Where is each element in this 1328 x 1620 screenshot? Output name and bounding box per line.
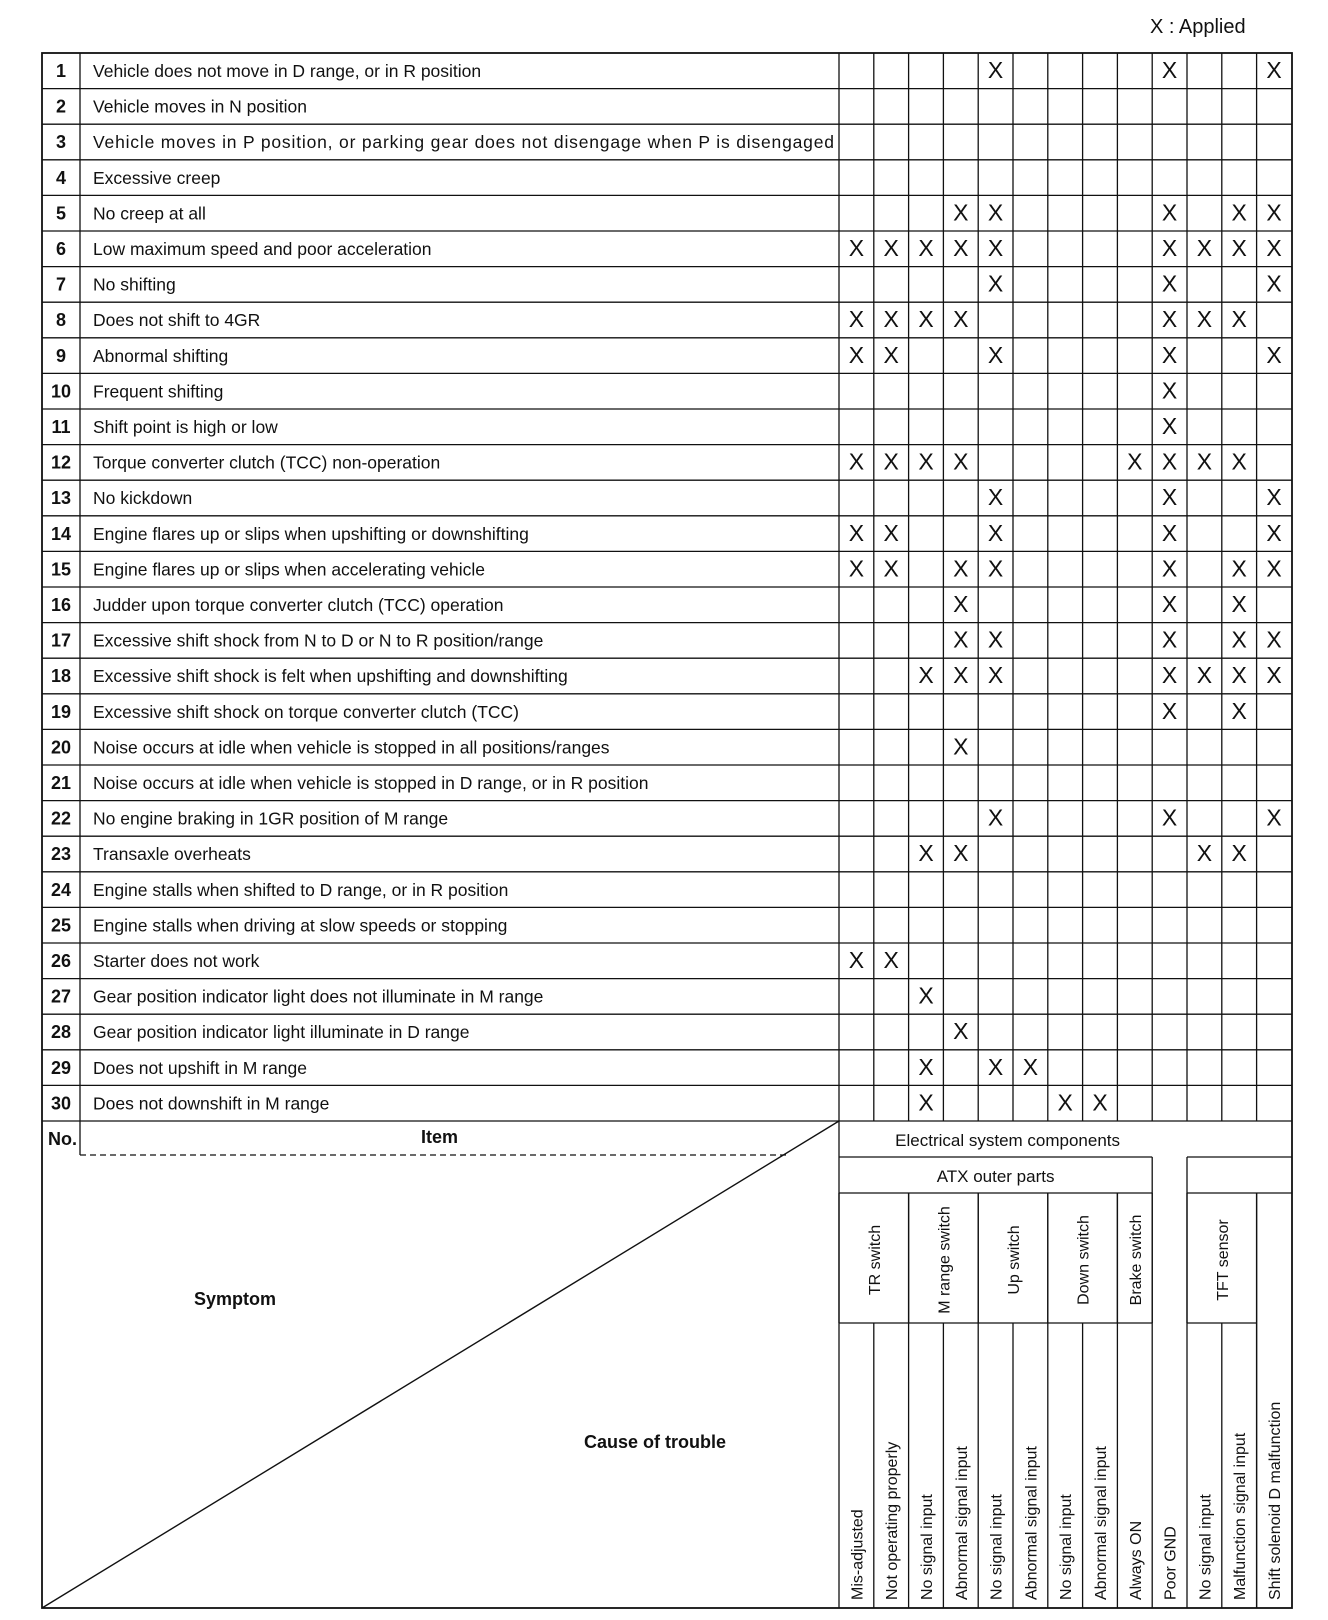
applied-mark: X <box>1231 840 1247 867</box>
applied-mark: X <box>1196 306 1213 333</box>
applied-mark: X <box>918 840 934 867</box>
applied-mark: X <box>953 555 969 582</box>
applied-mark: X <box>1161 57 1178 83</box>
applied-mark: X <box>1092 1089 1108 1116</box>
applied-mark: X <box>987 626 1004 653</box>
row-symptom: Excessive shift shock on torque converter clutch (TCC) <box>93 701 519 722</box>
applied-mark: X <box>1231 235 1247 261</box>
applied-mark: X <box>1266 235 1282 261</box>
row-number: 12 <box>50 452 72 473</box>
applied-mark: X <box>953 1018 969 1045</box>
symptom-label: Symptom <box>193 1289 277 1309</box>
applied-mark: X <box>987 662 1004 689</box>
applied-mark: X <box>1231 626 1247 653</box>
row-symptom: Vehicle moves in N position <box>93 96 307 117</box>
component-label: Up switch <box>1006 1225 1023 1295</box>
applied-mark: X <box>1161 199 1178 226</box>
row-symptom: Abnormal shifting <box>93 345 229 366</box>
applied-mark: X <box>1057 1089 1073 1116</box>
row-symptom: Does not upshift in M range <box>93 1057 308 1078</box>
row-number: 18 <box>50 666 72 687</box>
applied-mark: X <box>1266 662 1282 689</box>
applied-mark: X <box>918 235 934 261</box>
applied-mark: X <box>1161 235 1178 261</box>
applied-mark: X <box>883 555 899 582</box>
cause-label-vertical: Poor GND <box>1162 1526 1180 1600</box>
row-number: 29 <box>50 1057 72 1078</box>
applied-mark: X <box>883 235 899 261</box>
row-symptom: Excessive shift shock from N to D or N to R position/range <box>93 630 544 651</box>
applied-mark: X <box>1161 270 1178 297</box>
applied-mark: X <box>1266 57 1282 83</box>
cause-label-vertical: Always ON <box>1127 1520 1145 1600</box>
applied-mark: X <box>848 341 865 368</box>
row-number: 26 <box>50 951 72 971</box>
applied-mark: X <box>1196 840 1213 867</box>
applied-mark: X <box>953 733 969 760</box>
applied-mark: X <box>848 555 865 582</box>
applied-mark: X <box>848 519 865 546</box>
applied-mark: X <box>1161 697 1178 724</box>
applied-mark: X <box>883 448 899 475</box>
row-number: 1 <box>55 61 67 81</box>
applied-mark: X <box>987 484 1004 511</box>
applied-mark: X <box>953 199 969 226</box>
row-number: 7 <box>55 274 67 295</box>
applied-mark: X <box>848 947 865 973</box>
applied-mark: X <box>1266 555 1282 582</box>
applied-mark: X <box>1266 484 1282 511</box>
applied-mark: X <box>987 341 1004 368</box>
component-label: Down switch <box>1075 1215 1093 1305</box>
cause-label-vertical: Abnormal signal input <box>1093 1446 1110 1600</box>
applied-mark: X <box>1266 341 1282 368</box>
row-number: 5 <box>55 203 67 224</box>
row-number: 8 <box>55 310 67 331</box>
diagonal-divider <box>42 1121 839 1608</box>
applied-mark: X <box>883 341 899 368</box>
cause-label-vertical: Abnormal signal input <box>1023 1446 1041 1600</box>
applied-mark: X <box>987 519 1004 546</box>
applied-mark: X <box>1161 662 1178 689</box>
applied-mark: X <box>1231 555 1247 582</box>
electrical-group-label: Electrical system components <box>895 1131 1121 1150</box>
row-symptom: No kickdown <box>93 488 193 509</box>
applied-mark: X <box>848 306 865 333</box>
applied-mark: X <box>953 448 969 475</box>
component-label: TR switch <box>866 1224 884 1296</box>
applied-mark: X <box>953 626 969 653</box>
row-symptom: Starter does not work <box>93 951 260 971</box>
applied-mark: X <box>1161 484 1178 511</box>
row-number: 17 <box>50 630 72 651</box>
applied-mark: X <box>1161 448 1178 475</box>
applied-mark: X <box>1231 591 1247 617</box>
applied-mark: X <box>918 662 934 689</box>
applied-mark: X <box>883 306 899 333</box>
applied-mark: X <box>883 519 899 546</box>
row-number: 9 <box>55 345 67 366</box>
applied-mark: X <box>953 662 969 689</box>
row-symptom: Engine flares up or slips when accelerating vehicle <box>93 559 486 580</box>
applied-mark: X <box>1161 555 1178 582</box>
applied-mark: X <box>1266 804 1282 831</box>
applied-mark: X <box>848 448 865 475</box>
applied-mark: X <box>1161 413 1178 439</box>
cause-label-vertical: No signal input <box>988 1494 1006 1600</box>
applied-mark: X <box>1266 519 1282 546</box>
row-symptom: Excessive shift shock is felt when upshifting and downshifting <box>93 666 568 687</box>
applied-mark: X <box>1231 448 1247 475</box>
cause-label-vertical: No signal input <box>1197 1494 1215 1600</box>
applied-mark: X <box>987 57 1004 83</box>
row-symptom: Engine stalls when shifted to D range, or in R position <box>93 879 509 900</box>
row-symptom: Vehicle moves in P position, or parking gear does not disengage when P is disengaged <box>93 132 835 153</box>
row-symptom: Noise occurs at idle when vehicle is stopped in D range, or in R position <box>93 773 649 793</box>
applied-mark: X <box>953 591 969 617</box>
atx-group-label: ATX outer parts <box>936 1167 1055 1186</box>
cause-label-vertical: Shift solenoid D malfunction <box>1267 1401 1284 1600</box>
row-symptom: Gear position indicator light does not illuminate in M range <box>93 986 544 1007</box>
applied-mark: X <box>1266 626 1282 653</box>
row-number: 16 <box>50 595 72 615</box>
row-symptom: Gear position indicator light illuminate in D range <box>93 1022 470 1043</box>
row-symptom: Transaxle overheats <box>93 844 251 865</box>
row-symptom: Shift point is high or low <box>93 417 278 437</box>
applied-mark: X <box>1266 199 1282 226</box>
row-number: 30 <box>50 1093 72 1114</box>
cause-label-vertical: Abnormal signal input <box>953 1446 971 1600</box>
cause-label-vertical: Not operating properly <box>884 1441 902 1600</box>
cause-label-vertical: No signal input <box>919 1494 936 1600</box>
applied-mark: X <box>1196 235 1213 261</box>
applied-mark: X <box>1161 341 1178 368</box>
row-symptom: No engine braking in 1GR position of M range <box>93 808 449 829</box>
row-number: 24 <box>50 879 72 900</box>
applied-mark: X <box>1231 199 1247 226</box>
row-number: 2 <box>55 96 67 117</box>
applied-mark: X <box>987 804 1004 831</box>
applied-mark: X <box>1161 591 1178 617</box>
row-number: 15 <box>50 559 72 580</box>
cause-label-vertical: Malfunction signal input <box>1232 1432 1250 1600</box>
applied-mark: X <box>953 840 969 867</box>
row-symptom: Engine flares up or slips when upshifting or downshifting <box>93 523 529 544</box>
cause-label-vertical: Mis-adjusted <box>849 1509 867 1600</box>
applied-mark: X <box>848 235 865 261</box>
table-frame <box>42 53 1292 1608</box>
component-label: M range switch <box>936 1206 954 1314</box>
row-symptom: Vehicle does not move in D range, or in R position <box>93 61 482 81</box>
row-symptom: No creep at all <box>93 203 206 224</box>
row-symptom: Frequent shifting <box>93 381 224 402</box>
applied-mark: X <box>1161 377 1178 404</box>
row-number: 6 <box>55 239 67 259</box>
applied-mark: X <box>1266 270 1282 297</box>
applied-mark: X <box>953 235 969 261</box>
applied-mark: X <box>1127 448 1143 475</box>
row-number: 20 <box>50 737 72 758</box>
applied-mark: X <box>1161 519 1178 546</box>
row-number: 4 <box>55 167 67 188</box>
applied-mark: X <box>1231 306 1247 333</box>
row-number: 22 <box>50 808 72 829</box>
row-symptom: Torque converter clutch (TCC) non-operation <box>93 452 441 473</box>
row-number: 11 <box>51 417 71 437</box>
row-symptom: Low maximum speed and poor acceleration <box>93 239 432 259</box>
row-number: 25 <box>50 915 72 936</box>
cause-label-vertical: No signal input <box>1058 1494 1076 1600</box>
item-label: Item <box>420 1127 459 1147</box>
applied-mark: X <box>987 199 1004 226</box>
row-number: 19 <box>50 701 72 722</box>
applied-mark: X <box>987 235 1004 261</box>
cause-label: Cause of trouble <box>583 1432 727 1452</box>
row-symptom: Does not downshift in M range <box>93 1093 330 1114</box>
row-number: 3 <box>55 132 67 153</box>
row-number: 28 <box>50 1022 72 1043</box>
row-number: 21 <box>50 773 72 793</box>
applied-mark: X <box>1161 626 1178 653</box>
applied-mark: X <box>918 1053 934 1080</box>
applied-mark: X <box>918 306 934 333</box>
applied-mark: X <box>883 947 899 973</box>
row-symptom: Noise occurs at idle when vehicle is stopped in all positions/ranges <box>93 737 610 758</box>
component-label: TFT sensor <box>1214 1219 1232 1301</box>
row-number: 14 <box>50 523 72 544</box>
row-number: 23 <box>50 844 72 865</box>
applied-mark: X <box>953 306 969 333</box>
applied-mark: X <box>1161 804 1178 831</box>
applied-mark: X <box>987 555 1004 582</box>
row-symptom: Judder upon torque converter clutch (TCC) operation <box>93 595 504 615</box>
applied-mark: X <box>1196 448 1213 475</box>
row-symptom: Does not shift to 4GR <box>93 310 261 331</box>
applied-mark: X <box>1196 662 1213 689</box>
row-number: 13 <box>50 488 72 509</box>
row-number: 27 <box>50 986 72 1007</box>
legend: X : Applied <box>1150 16 1246 38</box>
row-symptom: Excessive creep <box>93 167 221 188</box>
applied-mark: X <box>987 1053 1004 1080</box>
applied-mark: X <box>1022 1053 1039 1080</box>
row-symptom: No shifting <box>93 274 176 295</box>
row-number: 10 <box>50 381 72 402</box>
applied-mark: X <box>1161 306 1178 333</box>
applied-mark: X <box>1231 697 1247 724</box>
row-symptom: Engine stalls when driving at slow speeds or stopping <box>93 915 508 936</box>
component-label: Brake switch <box>1127 1214 1145 1306</box>
applied-mark: X <box>1231 662 1247 689</box>
applied-mark: X <box>918 982 934 1009</box>
applied-mark: X <box>918 1089 934 1116</box>
applied-mark: X <box>987 270 1004 297</box>
no-label: No. <box>48 1129 77 1149</box>
applied-mark: X <box>918 448 934 475</box>
